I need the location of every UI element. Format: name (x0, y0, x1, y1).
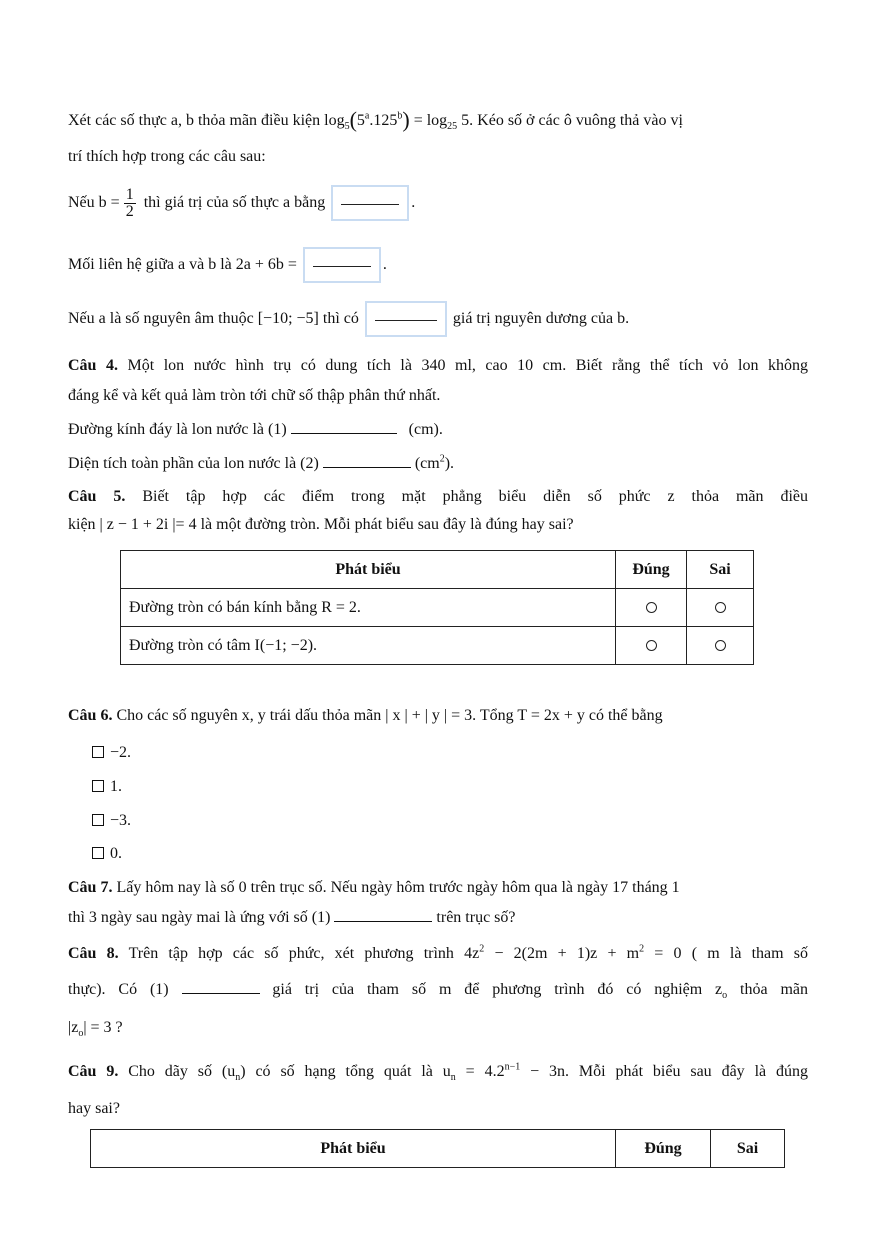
radio-circle-icon[interactable] (715, 640, 726, 651)
statement-cell: Đường tròn có tâm I(−1; −2). (121, 627, 616, 665)
q6-option-1[interactable]: −2. (92, 743, 131, 763)
radio-false-1[interactable] (687, 589, 754, 627)
q5-text-line2: kiện | z − 1 + 2i |= 4 là một đường tròn. Mỗi phát biểu sau đây là đúng hay sai? (68, 516, 574, 533)
drop-slot-1[interactable] (331, 185, 409, 221)
table-header-row (121, 551, 754, 589)
q8-label: Câu 8. (68, 945, 119, 962)
radio-true-2[interactable] (616, 627, 687, 665)
checkbox-icon[interactable] (92, 814, 104, 826)
q5-text-line1: Câu 5. Biết tập hợp các điểm trong mặt phẳng biểu diễn số phức z thỏa mãn điều (68, 488, 809, 505)
q8-text-line3: $|z_o| = 3$ ? (68, 1019, 123, 1040)
header-statement: Phát biểu (121, 551, 616, 589)
drop-slot-3[interactable] (365, 301, 447, 337)
q6-option-3[interactable]: −3. (92, 811, 131, 831)
q9-true-false-table (90, 1129, 785, 1168)
q4-text-line1: Câu 4. Một lon nước hình trụ có dung tích là 340 ml, cao 10 cm. Biết rằng thể tích vỏ lon không (68, 357, 808, 374)
q8-text-line1: Câu 8. Trên tập hợp các số phức, xét phương trình $4z^2 - 2(2m + 1)z + m^2 = 0$ ( m là tham số (68, 943, 809, 962)
q9-text-line1: Câu 9. Cho dãy số $(u_n)$ có số hạng tổng quát là $u_n = 4.2^{n-1} - 3n$. Mỗi phát biểu sau đây là đúng (68, 1061, 809, 1084)
q7-text-line2: thì 3 ngày sau ngày mai là ứng với số (1) trên trục số? (68, 909, 516, 926)
header-true: Đúng (616, 1130, 711, 1168)
statement-cell: Đường tròn có bán kính bằng R = 2. (121, 589, 616, 627)
q9-label: Câu 9. (68, 1063, 119, 1080)
checkbox-icon[interactable] (92, 746, 104, 758)
radio-circle-icon[interactable] (646, 640, 657, 651)
q8-blank-1[interactable] (182, 981, 260, 994)
q3-statement-2: Mối liên hệ giữa a và b là 2a + 6b = . (68, 245, 808, 285)
radio-circle-icon[interactable] (715, 602, 726, 613)
radio-false-2[interactable] (687, 627, 754, 665)
radio-circle-icon[interactable] (646, 602, 657, 613)
q3-intro-text: Xét các số thực a, b thỏa mãn điều kiện (68, 112, 321, 129)
drop-slot-2[interactable] (303, 247, 381, 283)
q8-equation: $4z^2 - 2(2m + 1)z + m^2 = 0$ (464, 943, 682, 962)
header-true: Đúng (616, 551, 687, 589)
q6-option-4[interactable]: 0. (92, 844, 122, 864)
q3-intro-line1: Xét các số thực a, b thỏa mãn điều kiện $\log_5(5^a.125^b) = \log_{25} 5$. Kéo số ở các ô vuông thả vào vị (68, 107, 683, 133)
q4-blank-line2: Diện tích toàn phần của lon nước là (2) $(cm^2)$. (68, 453, 455, 472)
q8-text-line2: thực). Có (1) giá trị của tham số m để phương trình đó có nghiệm $z_o$ thỏa mãn (68, 981, 808, 1002)
checkbox-icon[interactable] (92, 847, 104, 859)
q4-text-line2: đáng kể và kết quả làm tròn tới chữ số thập phân thứ nhất. (68, 387, 441, 404)
q4-blank-1[interactable] (291, 421, 397, 434)
q4-label: Câu 4. (68, 357, 118, 374)
q3-statement-1: Nếu b = $\frac{1}{2}$ thì giá trị của số thực a bằng . (68, 185, 416, 220)
q5-true-false-table (120, 550, 754, 665)
q3-statement-3: Nếu a là số nguyên âm thuộc [−10; −5] thì có giá trị nguyên dương của b. (68, 299, 808, 339)
q9-sequence: $(u_n)$ (221, 1063, 246, 1084)
radio-true-1[interactable] (616, 589, 687, 627)
header-false: Sai (687, 551, 754, 589)
q7-label: Câu 7. (68, 879, 113, 896)
q4-blank-line1: Đường kính đáy là lon nước là (1) (cm). (68, 421, 443, 438)
table-row (121, 589, 754, 627)
q5-label: Câu 5. (68, 488, 126, 505)
q7-blank-1[interactable] (334, 909, 432, 922)
q3-condition: $\log_5(5^a.125^b) = \log_{25} 5$ (324, 107, 470, 133)
q3-intro-line2: trí thích hợp trong các câu sau: (68, 148, 266, 165)
q6-option-2[interactable]: 1. (92, 777, 122, 797)
table-header-row (91, 1130, 785, 1168)
q6-text: Câu 6. Cho các số nguyên x, y trái dấu thỏa mãn | x | + | y | = 3. Tổng T = 2x + y có thể bằng (68, 707, 663, 724)
q3-fraction: $\frac{1}{2}$ (125, 185, 134, 220)
q9-text-line2: hay sai? (68, 1100, 120, 1117)
header-false: Sai (711, 1130, 785, 1168)
table-row (121, 627, 754, 665)
q4-blank-2[interactable] (323, 455, 411, 468)
checkbox-icon[interactable] (92, 780, 104, 792)
header-statement: Phát biểu (91, 1130, 616, 1168)
q6-label: Câu 6. (68, 707, 113, 724)
q9-general-term: $u_n = 4.2^{n-1} - 3n$ (442, 1061, 566, 1084)
q7-text-line1: Câu 7. Lấy hôm nay là số 0 trên trục số. Nếu ngày hôm trước ngày hôm qua là ngày 17 tháng 1 (68, 879, 680, 896)
